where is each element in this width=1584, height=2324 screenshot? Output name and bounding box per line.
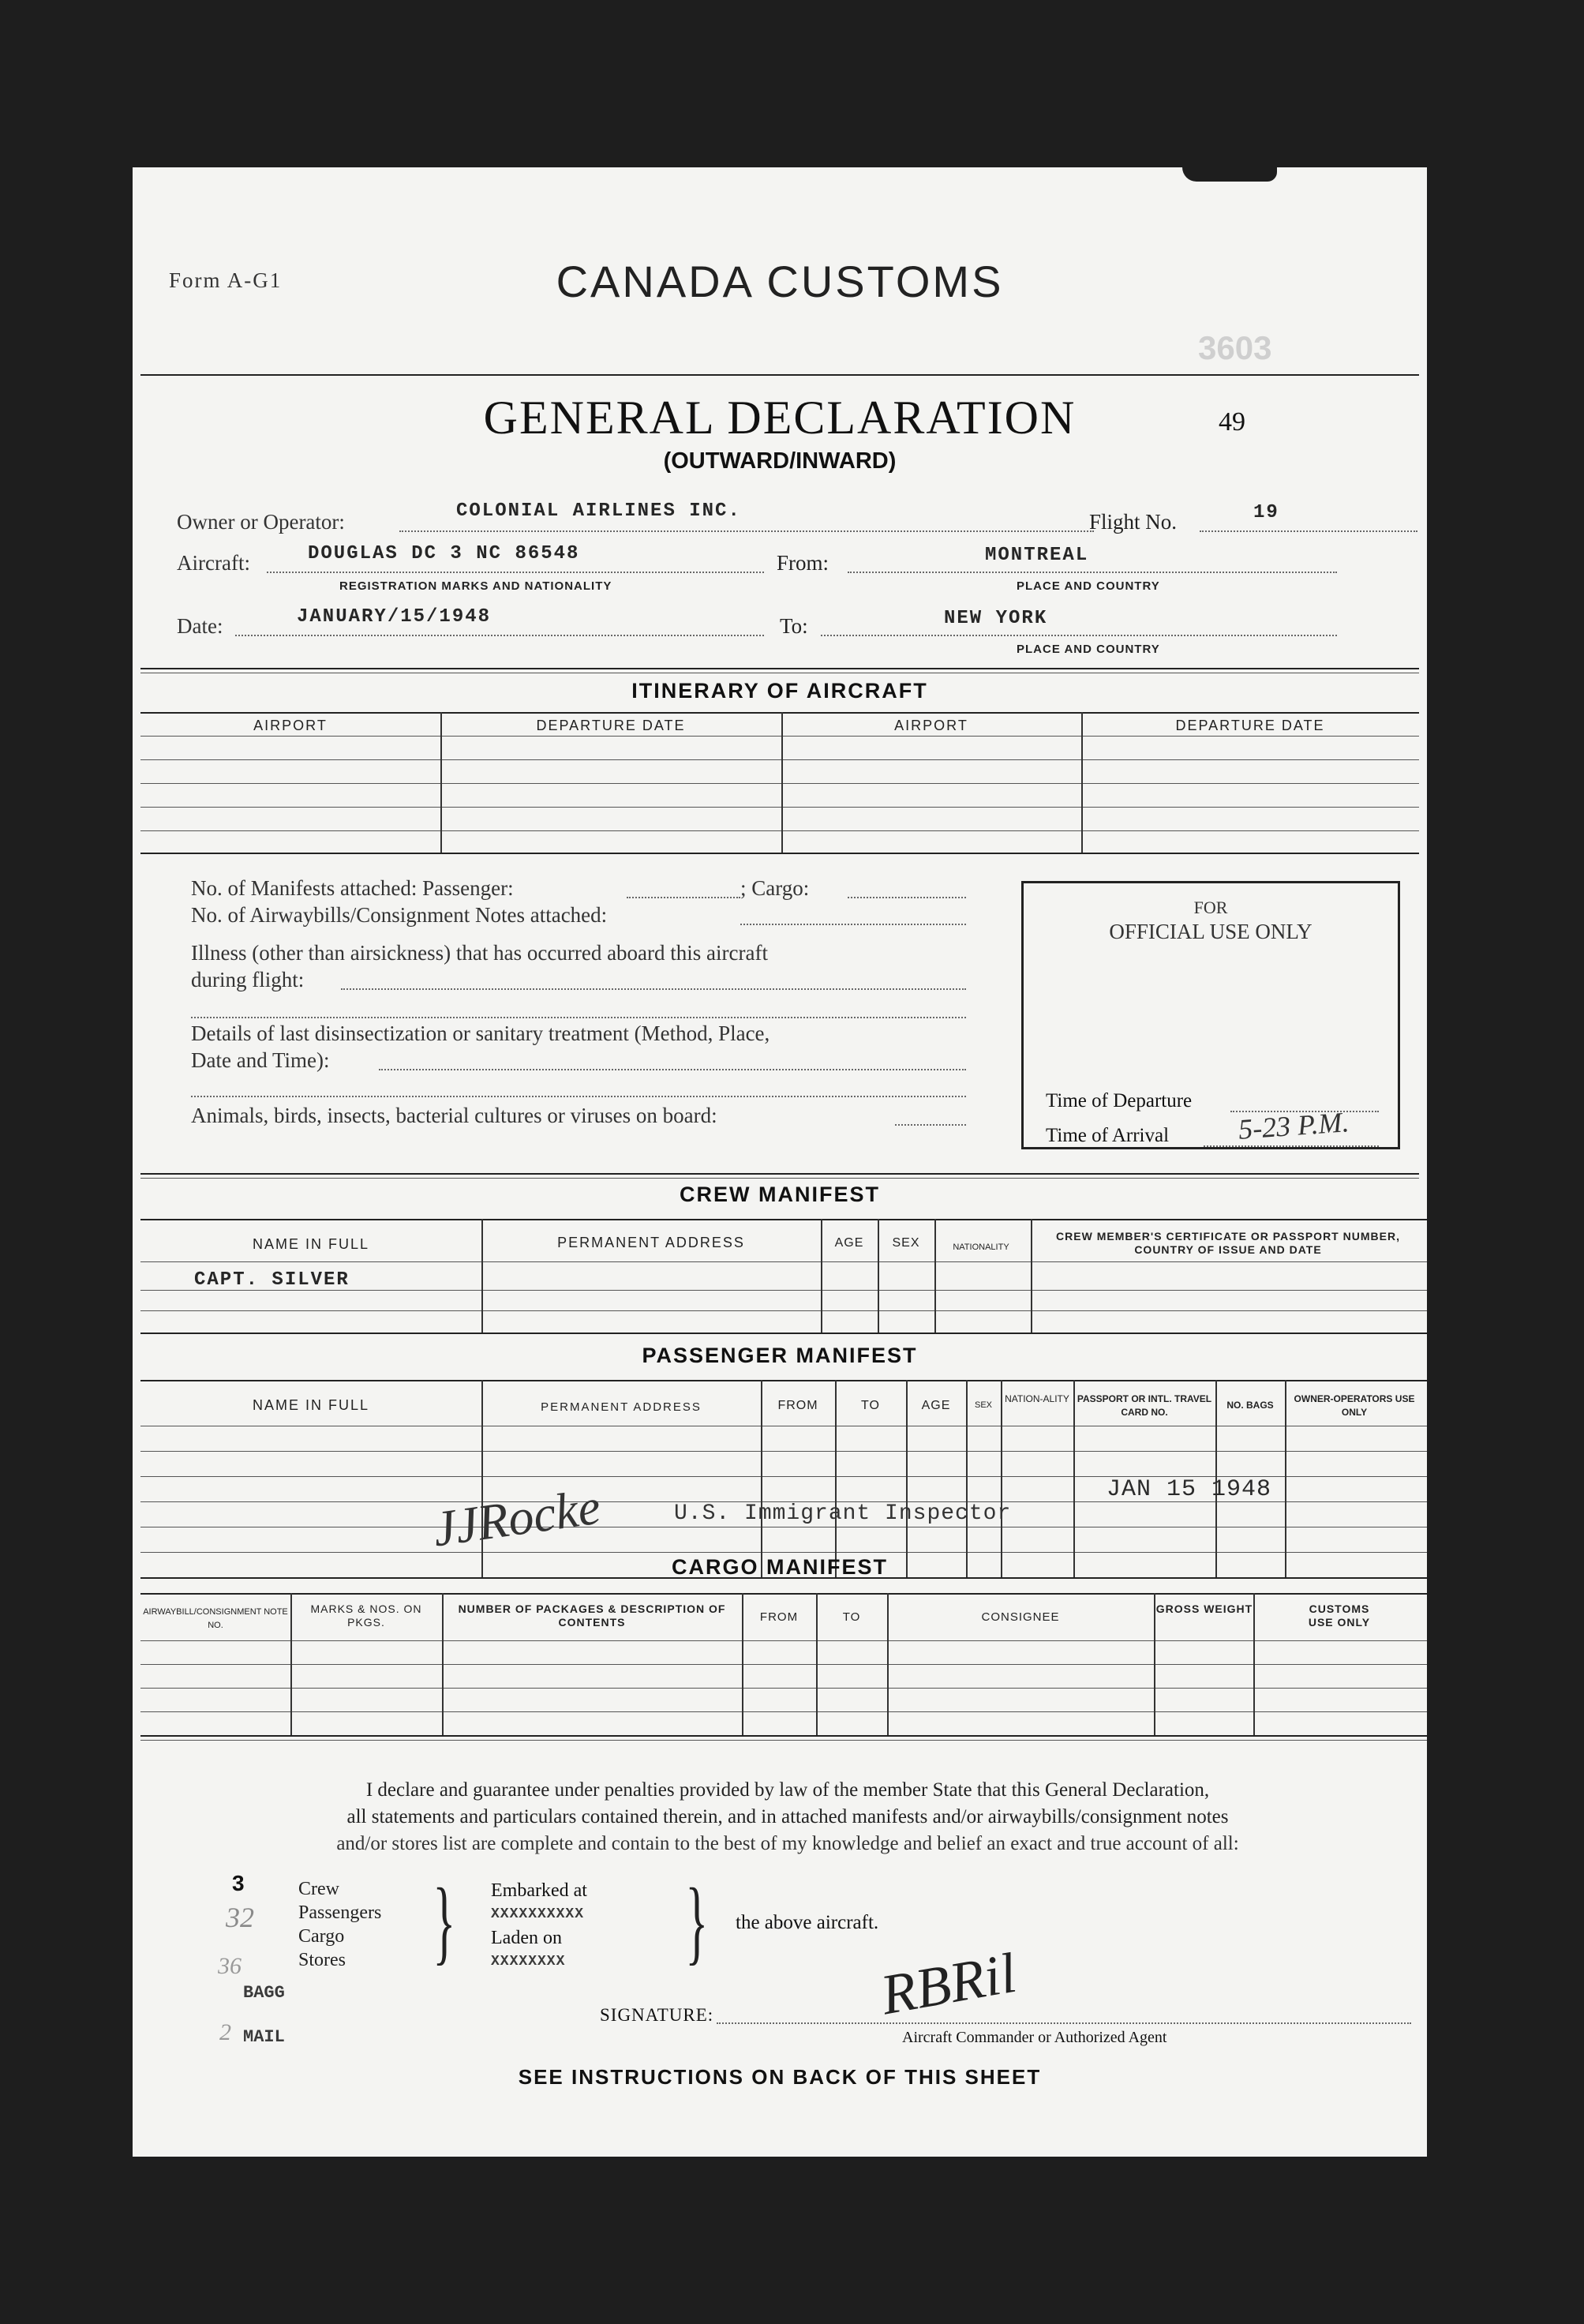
time-departure-label: Time of Departure (1046, 1090, 1193, 1111)
from-label: From: (777, 551, 829, 575)
category-crew: Crew (298, 1879, 339, 1899)
embarked-group (491, 1879, 587, 1974)
embarked-label: Embarked at (491, 1880, 587, 1901)
declaration-form-sheet (133, 167, 1427, 2157)
owner-label: Owner or Operator: (177, 510, 345, 534)
disinsect-label-1: Details of last disinsectization or sanitary treatment (Method, Place, (191, 1021, 770, 1045)
owner-value: COLONIAL AIRLINES INC. (456, 500, 741, 522)
aircraft-caption: REGISTRATION MARKS AND NATIONALITY (339, 579, 612, 593)
flight-value: 19 (1253, 502, 1279, 523)
itinerary-title: ITINERARY OF AIRCRAFT (631, 679, 928, 703)
to-value: NEW YORK (944, 608, 1048, 629)
category-passengers: Passengers (298, 1902, 382, 1923)
cargo-col-customs: CUSTOMS USE ONLY (1308, 1602, 1371, 1629)
torn-edge (1182, 167, 1277, 182)
airwaybills-label: No. of Airwaybills/Consignment Notes attached: (191, 903, 608, 927)
official-for-label: FOR (1193, 898, 1228, 917)
passenger-col-owner-use: OWNER-OPERATORS USE ONLY (1294, 1393, 1415, 1418)
mail-count: 2 (219, 2019, 231, 2045)
passenger-col-nationality: NATION-ALITY (1005, 1393, 1069, 1404)
embarked-value: XXXXXXXXXX (491, 1906, 585, 1922)
category-cargo: Cargo (298, 1926, 345, 1947)
crew-col-address: PERMANENT ADDRESS (557, 1235, 745, 1250)
doc-number: 3603 (1198, 329, 1272, 366)
instructions-footer: SEE INSTRUCTIONS ON BACK OF THIS SHEET (518, 2065, 1042, 2089)
page-number: 49 (1219, 407, 1245, 437)
itinerary-col-airport-1: AIRPORT (253, 718, 328, 733)
laden-value: XXXXXXXX (491, 1954, 566, 1970)
immigration-stamp-date: JAN 15 1948 (1107, 1476, 1272, 1503)
time-arrival-value: 5-23 P.M. (1237, 1106, 1350, 1145)
aircraft-value: DOUGLAS DC 3 NC 86548 (308, 543, 580, 564)
passenger-col-passport: PASSPORT OR INTL. TRAVEL CARD NO. (1077, 1393, 1212, 1418)
cargo-col-from: FROM (759, 1610, 799, 1624)
cargo-manifest-title: CARGO MANIFEST (672, 1555, 888, 1579)
crew-col-nationality: NATIONALITY (953, 1243, 1009, 1252)
declaration-categories (298, 1877, 381, 1972)
official-title: OFFICIAL USE ONLY (1109, 920, 1313, 943)
mail-label: MAIL (243, 2027, 285, 2047)
declaration-line-2: all statements and particulars contained therein, and in attached manifests and/or airwaybills/consignment notes (346, 1806, 1229, 1827)
disinsect-label-2: Date and Time): (191, 1048, 330, 1072)
crew-manifest-title: CREW MANIFEST (680, 1183, 880, 1206)
illness-label-2: during flight: (191, 968, 305, 991)
aircraft-suffix: the above aircraft. (736, 1912, 879, 1933)
cargo-col-consignee: CONSIGNEE (981, 1610, 1060, 1624)
from-caption: PLACE AND COUNTRY (1017, 579, 1160, 593)
crew-col-name: NAME IN FULL (252, 1236, 370, 1252)
date-label: Date: (177, 614, 223, 638)
cargo-col-airwaybill: AIRWAYBILL/CONSIGNMENT NOTE NO. (143, 1607, 288, 1630)
to-caption: PLACE AND COUNTRY (1017, 643, 1160, 656)
crew-col-sex: SEX (892, 1236, 920, 1250)
passenger-col-from: FROM (777, 1399, 818, 1412)
date-value: JANUARY/15/1948 (297, 606, 492, 628)
category-stores: Stores (298, 1950, 346, 1970)
inspector-signature: JJRocke (429, 1478, 604, 1557)
cargo-col-marks: MARKS & NOS. ON PKGS. (310, 1602, 422, 1629)
passenger-col-bags: NO. BAGS (1226, 1400, 1274, 1411)
document-title: GENERAL DECLARATION (483, 392, 1077, 444)
passenger-col-sex: SEX (974, 1400, 992, 1410)
time-arrival-label: Time of Arrival (1046, 1125, 1170, 1146)
declaration-line-3: and/or stores list are complete and contain to the best of my knowledge and belief an exact and true account of all: (336, 1833, 1239, 1854)
immigration-stamp-text: U.S. Immigrant Inspector (674, 1501, 1012, 1526)
cargo-col-to: TO (842, 1610, 861, 1624)
crew-count: 3 (232, 1871, 245, 1895)
crew-row-1-name: CAPT. SILVER (194, 1269, 350, 1291)
passenger-col-age: AGE (921, 1399, 951, 1412)
bagg-label: BAGG (243, 1983, 285, 2003)
passenger-col-to: TO (861, 1399, 880, 1412)
passenger-manifest-title: PASSENGER MANIFEST (642, 1344, 918, 1367)
bracket-right: } (685, 1869, 709, 1974)
passenger-count: 32 (226, 1902, 254, 1933)
laden-label: Laden on (491, 1928, 562, 1948)
illness-label-1: Illness (other than airsickness) that has occurred aboard this aircraft (191, 941, 768, 965)
bagg-count: 36 (218, 1953, 242, 1979)
form-id: Form A-G1 (169, 268, 283, 292)
cargo-label: ; Cargo: (740, 876, 810, 900)
crew-col-certificate: CREW MEMBER'S CERTIFICATE OR PASSPORT NUMBER, COUNTRY OF ISSUE AND DATE (1056, 1230, 1400, 1256)
passenger-col-address: PERMANENT ADDRESS (541, 1400, 702, 1414)
declaration-line-1: I declare and guarantee under penalties provided by law of the member State that this General Declaration, (365, 1779, 1210, 1801)
signer-caption: Aircraft Commander or Authorized Agent (902, 2029, 1167, 2046)
commander-signature: RBRil (876, 1940, 1021, 2027)
animals-label: Animals, birds, insects, bacterial cultures or viruses on board: (191, 1104, 717, 1127)
cargo-col-weight: GROSS WEIGHT (1155, 1602, 1253, 1615)
itinerary-col-airport-2: AIRPORT (894, 718, 968, 733)
document-subtitle: (OUTWARD/INWARD) (663, 448, 897, 474)
official-use-box (1021, 881, 1400, 1149)
passenger-col-name: NAME IN FULL (252, 1397, 370, 1413)
agency-title: CANADA CUSTOMS (556, 257, 1004, 306)
signature-label: SIGNATURE: (600, 2005, 714, 2025)
cargo-col-packages: NUMBER OF PACKAGES & DESCRIPTION OF CONTENTS (458, 1602, 726, 1629)
to-label: To: (780, 614, 808, 638)
manifests-label: No. of Manifests attached: Passenger: (191, 876, 514, 900)
from-value: MONTREAL (985, 545, 1089, 566)
itinerary-col-departure-1: DEPARTURE DATE (536, 718, 686, 733)
flight-label: Flight No. (1089, 510, 1178, 534)
bracket-left: } (433, 1869, 456, 1974)
aircraft-label: Aircraft: (177, 551, 250, 575)
itinerary-col-departure-2: DEPARTURE DATE (1175, 718, 1325, 733)
crew-col-age: AGE (834, 1236, 864, 1250)
